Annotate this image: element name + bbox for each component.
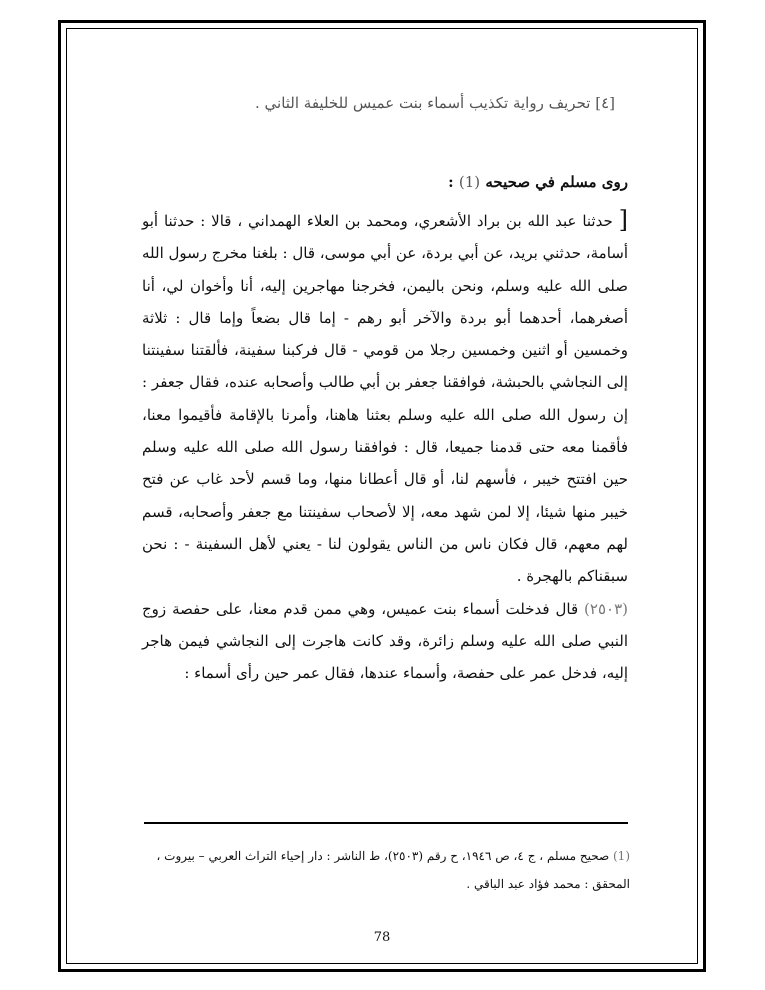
- section-number: [٤]: [595, 94, 615, 112]
- section-heading: [115, 94, 615, 112]
- intro-footnote-mark: (1): [458, 173, 481, 191]
- opening-bracket: [: [618, 206, 628, 234]
- main-content: [142, 170, 628, 689]
- page-number: 78: [373, 930, 391, 945]
- intro-line: [142, 170, 628, 194]
- intro-text: روى مسلم في صحيحه: [485, 173, 628, 191]
- footnote: [142, 842, 630, 898]
- hadith-paragraph-1: [142, 204, 628, 593]
- footnote-text-1: صحيح مسلم ، ج ٤، ص ١٩٤٦، ح رقم (٢٥٠٣)، ط الناشر : دار إحياء التراث العربي – بيروت ،: [156, 849, 610, 863]
- hadith-reference: (٢٥٠٣): [584, 599, 628, 618]
- hadith-text-2: قال فدخلت أسماء بنت عميس، وهي ممن قدم معنا، على حفصة زوج النبي صلى الله عليه وسلم زائرة، وقد كانت هاجرت إلى النجاشي فيمن هاجر إليه، فدخل عمر على حفصة، وأسماء عندها، فقال عمر حين رأى أسماء :: [142, 599, 628, 683]
- hadith-text-1: حدثنا عبد الله بن براد الأشعري، ومحمد بن العلاء الهمداني ، قالا : حدثنا أبو أسامة، حدثني بريد، عن أبي بردة، عن أبي موسى، قال : بلغنا مخرج رسول الله صلى الله عليه وسلم، ونحن باليمن، فخرجنا مهاجرين إليه، أنا وأخوان لي، أنا أصغرهما، أحدهما أبو بردة والآخر أبو رهم - إما قال بضعاً وإما قال : ثلاثة وخمسين أو اثنين وخمسين رجلا من قومي - قال فركبنا سفينة، فألقتنا سفينتنا إلى النجاشي بالحبشة، فوافقنا جعفر بن أبي طالب وأصحابه عنده، فقال جعفر : إن رسول الله صلى الله عليه وسلم بعثنا هاهنا، وأمرنا بالإقامة فأقيموا معنا، فأقمنا معه حتى قدمنا جميعا، قال : فوافقنا رسول الله صلى الله عليه وسلم حين افتتح خيبر ، فأسهم لنا، أو قال أعطانا منها، وما قسم لأحد غاب عن فتح خيبر منها شيئا، إلا لمن شهد معه، إلا لأصحاب سفينتنا مع جعفر وأصحابه، قسم لهم معهم، قال فكان ناس من الناس يقولون لنا - يعني لأهل السفينة - : نحن سبقناكم بالهجرة .: [142, 212, 628, 586]
- intro-colon: :: [448, 173, 459, 191]
- footnote-line-2: المحقق : محمد فؤاد عبد الباقي .: [466, 877, 630, 891]
- footnote-separator: [144, 822, 628, 824]
- hadith-paragraph-2: [142, 593, 628, 690]
- footnote-line-1: [142, 842, 630, 870]
- section-title: تحريف رواية تكذيب أسماء بنت عميس للخليفة الثاني .: [254, 94, 591, 112]
- footnote-mark: (1): [612, 849, 630, 863]
